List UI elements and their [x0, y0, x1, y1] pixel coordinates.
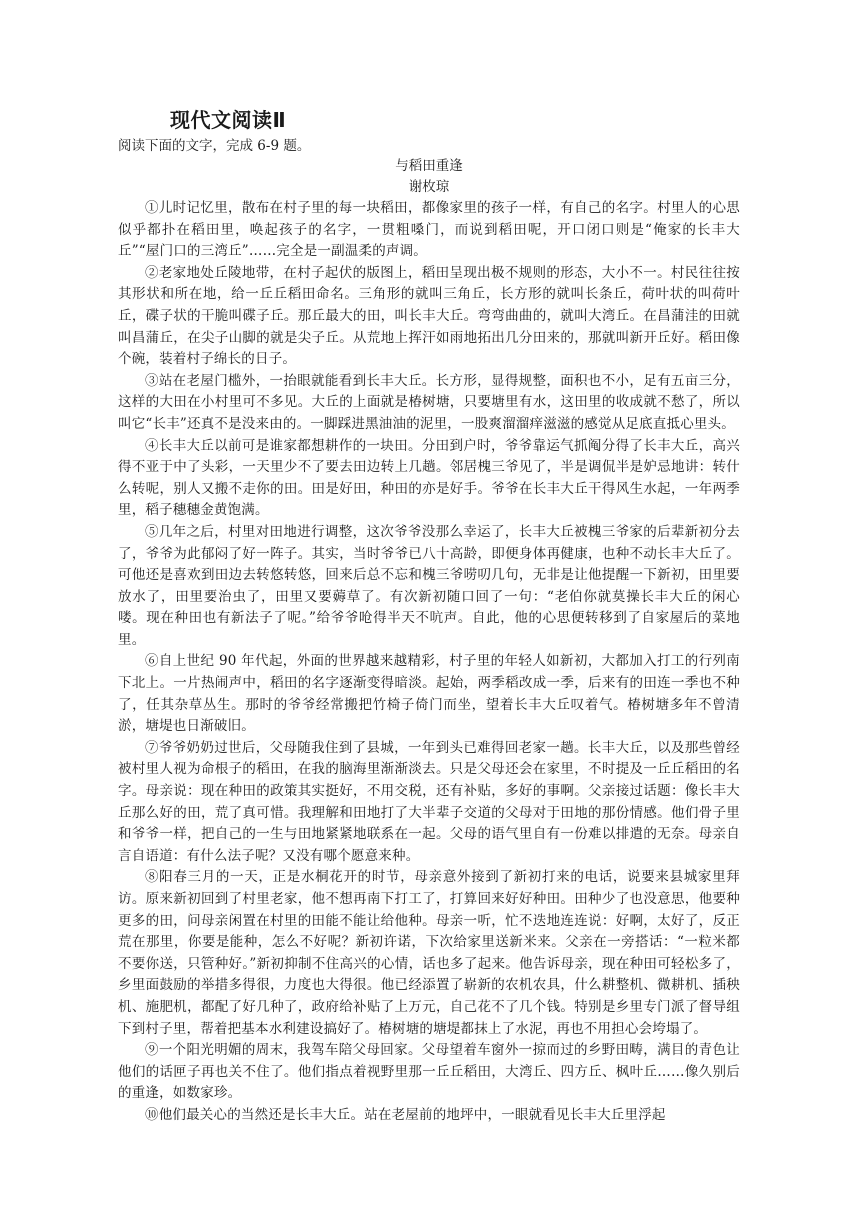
- paragraph-7: ⑦爷爷奶奶过世后，父母随我住到了县城，一年到头已难得回老家一趟。长丰大丘，以及那些曾经被村里人视为命根子的稻田，在我的脑海里渐渐淡去。只是父母还会在家里，不时提及一丘丘稻田的名字。母亲说：现在种田的政策其实挺好，不用交税，还有补贴，多好的事啊。父亲接过话题：像长丰大丘那么好的田，荒了真可惜。我理解和田地打了大半辈子交道的父母对于田地的那份情感。他们骨子里和爷爷一样，把自己的一生与田地紧紧地联系在一起。父母的语气里自有一份难以排遣的无奈。母亲自言自语道：有什么法子呢？又没有哪个愿意来种。: [118, 739, 740, 864]
- paragraph-6: ⑥自上世纪 90 年代起，外面的世界越来越精彩，村子里的年轻人如新初，大都加入打工的行列南下北上。一片热闹声中，稻田的名字逐渐变得暗淡。起始，两季稻改成一季，后来有的田连一季也不种了，任其杂草丛生。那时的爷爷经常搬把竹椅子倚门而坐，望着长丰大丘叹着气。椿树塘多年不曾清淤，塘堤也日渐破旧。: [118, 653, 740, 735]
- paragraph-9: ⑨一个阳光明媚的周末，我驾车陪父母回家。父母望着车窗外一掠而过的乡野田畴，满目的青色让他们的话匣子再也关不住了。他们指点着视野里那一丘丘稻田，大湾丘、四方丘、枫叶丘……像久别后的重逢，如数家珍。: [118, 1042, 740, 1102]
- paragraph-5: ⑤几年之后，村里对田地进行调整，这次爷爷没那么幸运了，长丰大丘被槐三爷家的后辈新初分去了，爷爷为此郁闷了好一阵子。其实，当时爷爷已八十高龄，即便身体再健康，也种不动长丰大丘了。可他还是喜欢到田边去转悠转悠，回来后总不忘和槐三爷唠叨几句，无非是让他提醒一下新初，田里要放水了，田里要治虫了，田里又要薅草了。有次新初随口回了一句：“老伯你就莫操长丰大丘的闲心喽。现在种田也有新法子了呢。”给爷爷呛得半天不吭声。自此，他的心思便转移到了自家屋后的菜地里。: [118, 523, 740, 648]
- paragraph-10: ⑩他们最关心的当然还是长丰大丘。站在老屋前的地坪中，一眼就看见长丰大丘里浮起: [145, 1106, 666, 1123]
- document-page: [118, 104, 740, 1127]
- paragraph-2: ②老家地处丘陵地带，在村子起伏的版图上，稻田呈现出极不规则的形态，大小不一。村民往往按其形状和所在地，给一丘丘稻田命名。三角形的就叫三角丘，长方形的就叫长条丘，荷叶状的叫荷叶丘，碟子状的干脆叫碟子丘。那丘最大的田，叫长丰大丘。弯弯曲曲的，就叫大湾丘。在昌蒲洼的田就叫昌蒲丘，在尖子山脚的就是尖子丘。从荒地上挥汗如雨地拓出几分田来的，那就叫新开丘好。稻田像个碗，装着村子绵长的日子。: [118, 264, 740, 368]
- paragraph-8: ⑧阳春三月的一天，正是水桐花开的时节，母亲意外接到了新初打来的电话，说要来县城家里拜访。原来新初回到了村里老家，他不想再南下打工了，打算回来好好种田。田种少了也没意思，他要种更多的田，问母亲闲置在村里的田能不能让给他种。母亲一听，忙不迭地连连说：好啊，太好了，反正荒在那里，你要是能种，怎么不好呢？新初许诺，下次给家里送新米来。父亲在一旁搭话：“一粒米都不要你送，只管种好。”新初抑制不住高兴的心情，话也多了起来。他告诉母亲，现在种田可轻松多了，乡里面鼓励的举措多得很，力度也大得很。他已经添置了崭新的农机农具，什么耕整机、微耕机、插秧机、施肥机，都配了好几种了，政府给补贴了上万元，自己花不了几个钱。特别是乡里专门派了督导组下到村子里，帮着把基本水利建设搞好了。椿树塘的塘堤都抹上了水泥，再也不用担心会垮塌了。: [118, 869, 740, 1037]
- paragraph-1: ①儿时记忆里，散布在村子里的每一块稻田，都像家里的孩子一样，有自己的名字。村里人的心思似乎都扑在稻田里，唤起孩子的名字，一贯粗嗓门，而说到稻田呢，开口闭口则是“俺家的长丰大丘”“屋门口的三湾丘”……完全是一副温柔的声调。: [118, 200, 740, 260]
- reading-instruction: 阅读下面的文字，完成 6-9 题。: [118, 138, 311, 154]
- article-author: 谢枚琼: [408, 179, 450, 195]
- article-title: 与稻田重逢: [395, 158, 463, 174]
- section-title: 现代文阅读Ⅱ: [170, 108, 287, 132]
- paragraph-4: ④长丰大丘以前可是谁家都想耕作的一块田。分田到户时，爷爷靠运气抓阄分得了长丰大丘，高兴得不亚于中了头彩，一天里少不了要去田边转上几趟。邻居槐三爷见了，半是调侃半是妒忌地讲：转什么转呢，别人又搬不走你的田。田是好田，种田的亦是好手。爷爷在长丰大丘干得风生水起，一年两季里，稻子穗穗金黄饱满。: [118, 437, 740, 519]
- article-body: [118, 198, 740, 1127]
- paragraph-3: ③站在老屋门槛外，一抬眼就能看到长丰大丘。长方形，显得规整，面积也不小，足有五亩三分，这样的大田在小村里可不多见。大丘的上面就是椿树塘，只要塘里有水，这田里的收成就不愁了，所以叫它“长丰”还真不是没来由的。一脚踩进黑油油的泥里，一股爽溜溜痒滋滋的感觉从足底直抵心里头。: [118, 372, 740, 432]
